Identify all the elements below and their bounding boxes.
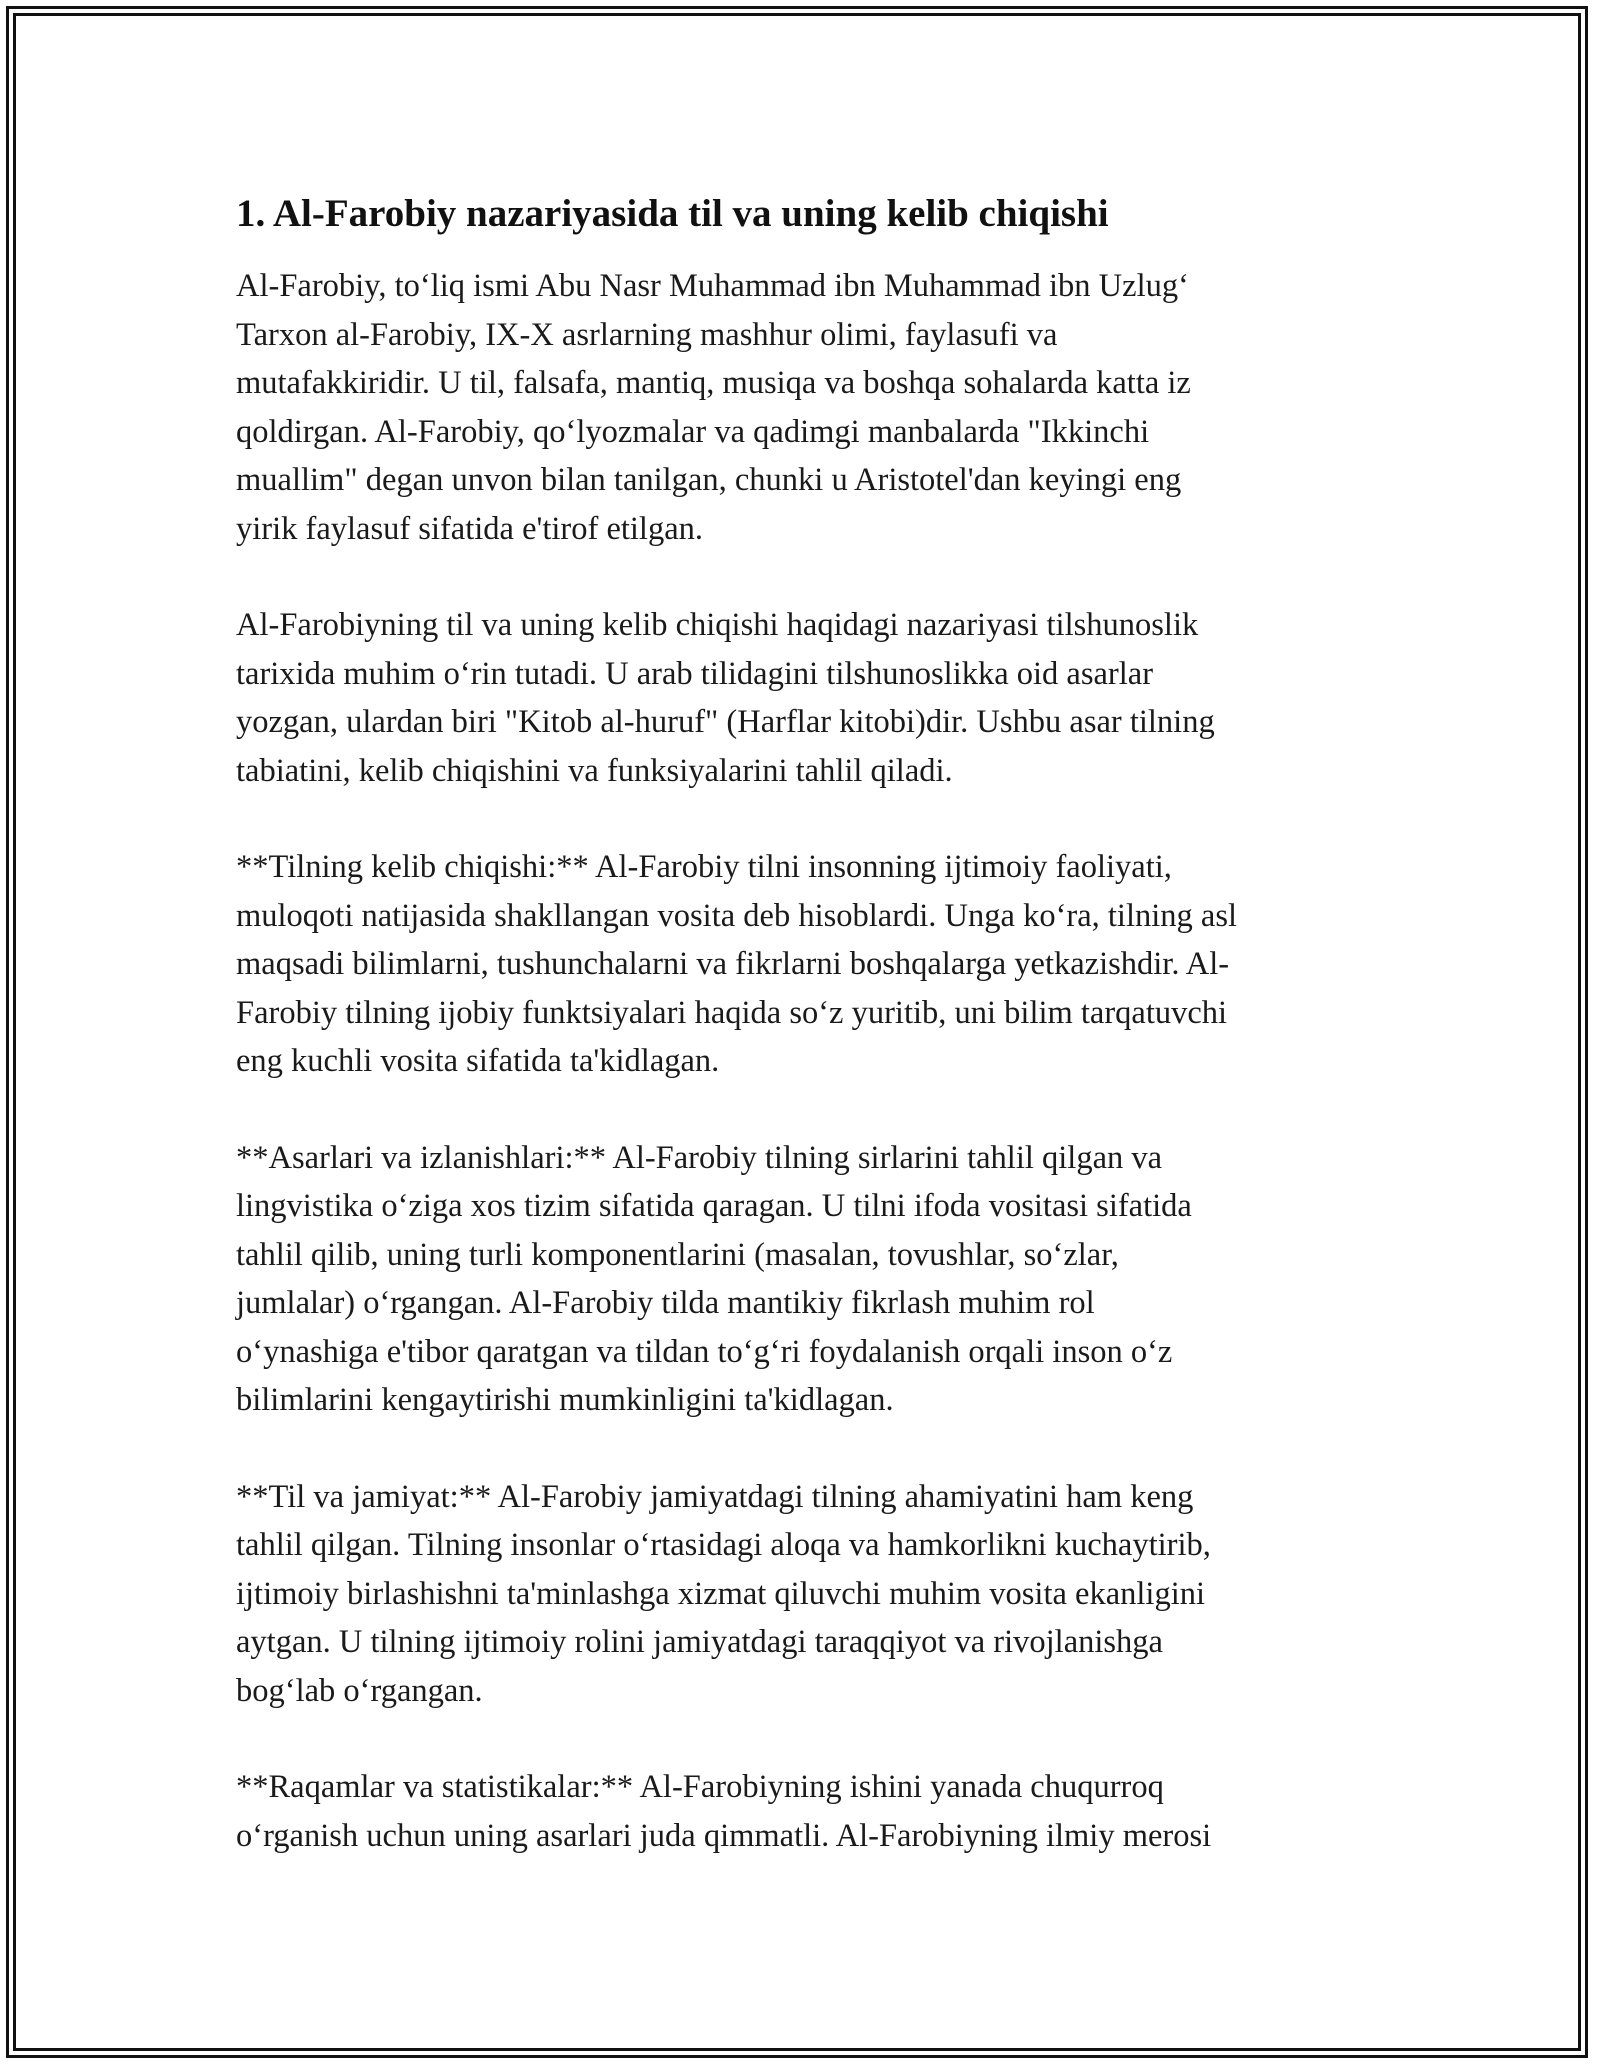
text-line: bilimlarini kengaytirishi mumkinligini ta'kidlagan. <box>236 1382 894 1418</box>
section-heading: 1. Al-Farobiy nazariyasida til va uning kelib chiqishi <box>236 192 1109 235</box>
text-line: o‘ynashiga e'tibor qaratgan va tildan to‘g‘ri foydalanish orqali inson o‘z <box>236 1333 1173 1370</box>
text-line: **Asarlari va izlanishlari:** Al-Farobiy tilning sirlarini tahlil qilgan va <box>236 1139 1163 1176</box>
text-line: bog‘lab o‘rgangan. <box>236 1672 483 1709</box>
text-line: muallim" degan unvon bilan tanilgan, chunki u Aristotel'dan keyingi eng <box>236 462 1182 498</box>
paragraph-intro <box>236 262 1376 553</box>
text-line: yirik faylasuf sifatida e'tirof etilgan. <box>236 510 704 547</box>
document-body <box>236 188 1376 1908</box>
text-line: tarixida muhim o‘rin tutadi. U arab tilidagini tilshunoslikka oid asarlar <box>236 655 1154 692</box>
text-line: tahlil qilgan. Tilning insonlar o‘rtasidagi aloqa va hamkorlikni kuchaytirib, <box>236 1527 1211 1563</box>
paragraph-origin <box>236 843 1376 1086</box>
text-line: **Til va jamiyat:** Al-Farobiy jamiyatdagi tilning ahamiyatini ham keng <box>236 1478 1194 1515</box>
paragraph-theory <box>236 601 1376 795</box>
text-line: eng kuchli vosita sifatida ta'kidlagan. <box>236 1043 720 1079</box>
paragraph-works <box>236 1134 1376 1425</box>
text-line: **Tilning kelib chiqishi:** Al-Farobiy tilni insonning ijtimoiy faoliyati, <box>236 849 1172 885</box>
text-line: tabiatini, kelib chiqishini va funksiyalarini tahlil qiladi. <box>236 752 953 789</box>
text-line: tahlil qilib, uning turli komponentlarini (masalan, tovushlar, so‘zlar, <box>236 1236 1119 1273</box>
text-line: aytgan. U tilning ijtimoiy rolini jamiyatdagi taraqqiyot va rivojlanishga <box>236 1624 1163 1660</box>
text-line: muloqoti natijasida shakllangan vosita deb hisoblardi. Unga ko‘ra, tilning asl <box>236 897 1237 934</box>
paragraph-society <box>236 1473 1376 1716</box>
text-line: Farobiy tilning ijobiy funktsiyalari haqida so‘z yuritib, uni bilim tarqatuvchi <box>236 994 1228 1031</box>
text-line: maqsadi bilimlarni, tushunchalarni va fikrlarni boshqalarga yetkazishdir. Al- <box>236 946 1230 982</box>
text-line: qoldirgan. Al-Farobiy, qo‘lyozmalar va qadimgi manbalarda "Ikkinchi <box>236 413 1150 450</box>
text-line: Al-Farobiyning til va uning kelib chiqishi haqidagi nazariyasi tilshunoslik <box>236 607 1199 643</box>
text-line: yozgan, ulardan biri "Kitob al-huruf" (Harflar kitobi)dir. Ushbu asar tilning <box>236 704 1215 740</box>
text-line: o‘rganish uchun uning asarlari juda qimmatli. Al-Farobiyning ilmiy merosi <box>236 1817 1212 1854</box>
text-line: ijtimoiy birlashishni ta'minlashga xizmat qiluvchi muhim vosita ekanligini <box>236 1575 1206 1612</box>
text-line: Tarxon al-Farobiy, IX-X asrlarning mashhur olimi, faylasufi va <box>236 316 1058 353</box>
text-line: Al-Farobiy, to‘liq ismi Abu Nasr Muhammad ibn Muhammad ibn Uzlug‘ <box>236 268 1189 304</box>
text-line: lingvistika o‘ziga xos tizim sifatida qaragan. U tilni ifoda vositasi sifatida <box>236 1188 1192 1224</box>
text-line: mutafakkiridir. U til, falsafa, mantiq, musiqa va boshqa sohalarda katta iz <box>236 365 1191 401</box>
paragraph-statistics <box>236 1763 1376 1860</box>
text-line: **Raqamlar va statistikalar:** Al-Farobiyning ishini yanada chuqurroq <box>236 1769 1164 1805</box>
text-line: jumlalar) o‘rgangan. Al-Farobiy tilda mantikiy fikrlash muhim rol <box>236 1285 1095 1321</box>
